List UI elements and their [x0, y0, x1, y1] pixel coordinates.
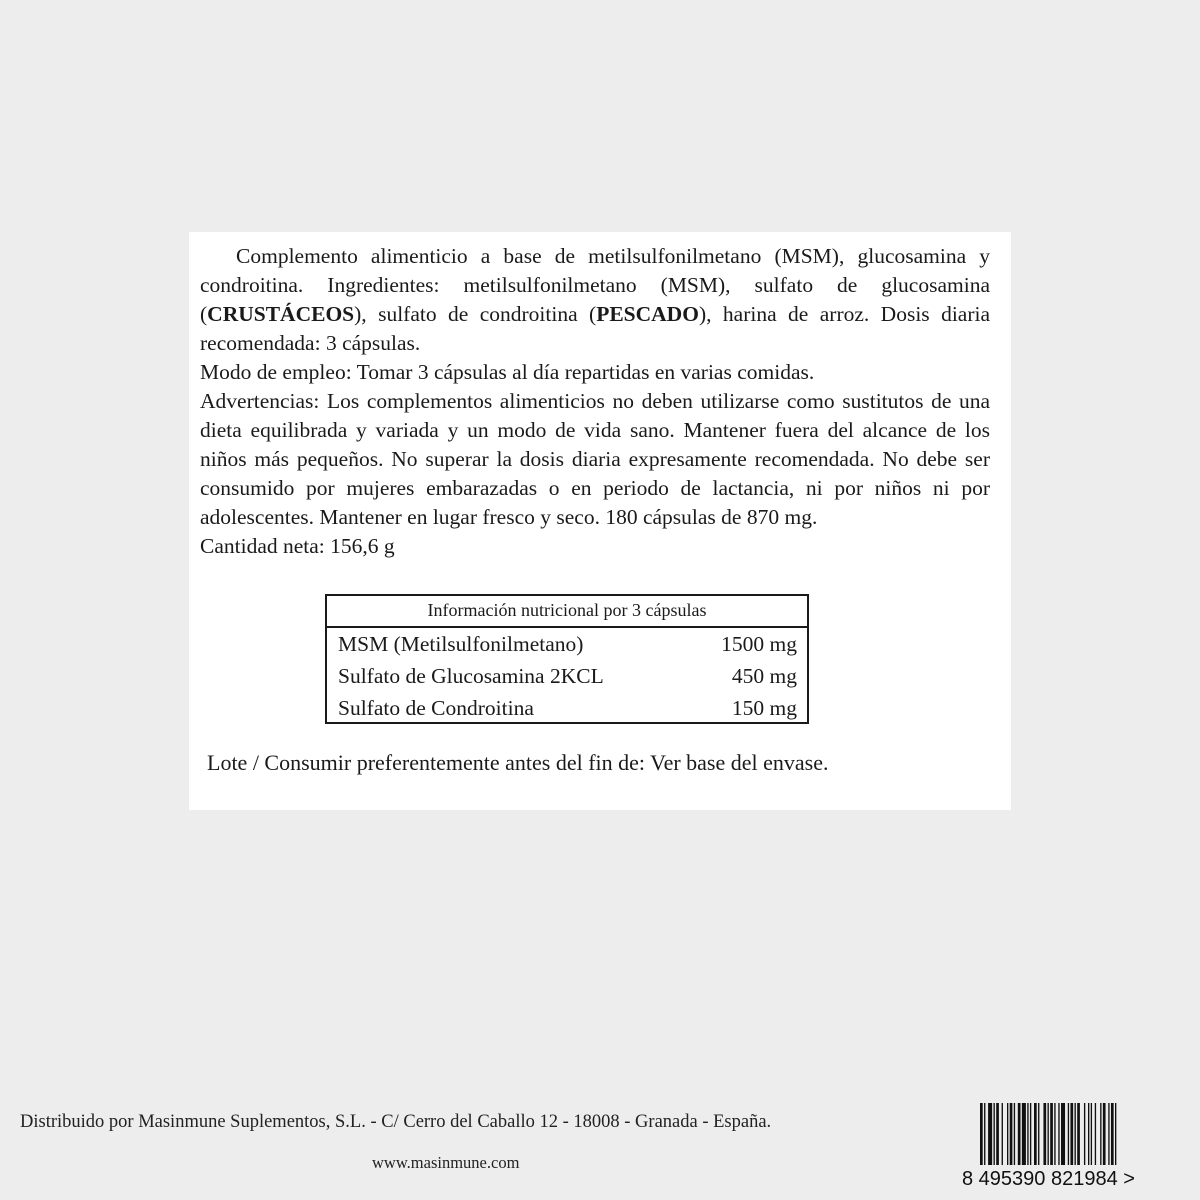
barcode-bar: [1084, 1103, 1085, 1165]
label-body-text: [200, 242, 990, 561]
composition-line-1: Complemento alimenticio a base de metilsulfonilmetano (MSM),: [236, 244, 845, 268]
barcode-bar: [1054, 1103, 1055, 1165]
composition-paragraph: [200, 242, 990, 358]
barcode-digits: 8 495390 821984 >: [962, 1168, 1135, 1190]
barcode-bar: [1115, 1103, 1116, 1165]
nutrition-row: [327, 660, 807, 692]
composition-line-2: glucosamina y condroitina. Ingredientes: metilsulfonilmetano (MSM),: [200, 244, 991, 297]
nutrient-name: MSM (Metilsulfonilmetano): [338, 632, 584, 656]
barcode-bar: [1030, 1103, 1031, 1165]
barcode-bar: [1058, 1103, 1059, 1165]
composition-line-4: harina de arroz. Dosis diaria recomendada: 3 cápsulas.: [200, 302, 991, 355]
website-link[interactable]: www.masinmune.com: [372, 1153, 520, 1172]
warnings: Advertencias: Los complementos alimenticios no deben utilizarse como sustitutos de una dieta equilibrada y variada y un modo de vida sano. Mantener fuera del alcance de los niños más pequeños. No superar la dosis diaria expresamente recomendada. No debe ser consumido por mujeres embarazadas o en periodo de lactancia, ni por niños ni por adolescentes. Mantener en lugar fresco y seco. 180 cápsulas de 870 mg.: [200, 389, 990, 529]
barcode-bar: [1088, 1103, 1089, 1165]
distributor-info: Distribuido por Masinmune Suplementos, S.L. - C/ Cerro del Caballo 12 - 18008 - Granada - España.: [20, 1112, 772, 1132]
product-label: [189, 232, 1011, 810]
barcode-bar: [1077, 1103, 1080, 1165]
barcode-bar: [1007, 1103, 1008, 1165]
batch-expiry-note: Lote / Consumir preferentemente antes del fin de: Ver base del envase.: [207, 750, 829, 775]
allergen-crustaceans: CRUSTÁCEOS: [207, 302, 355, 326]
barcode-bar: [994, 1103, 995, 1165]
barcode-bar: [1034, 1103, 1037, 1165]
nutrient-name: Sulfato de Glucosamina 2KCL: [338, 664, 604, 688]
barcode-bar: [1043, 1103, 1046, 1165]
allergen-fish: PESCADO: [596, 302, 699, 326]
nutrition-row: [327, 692, 807, 724]
barcode-bar: [1061, 1103, 1065, 1165]
barcode-bar: [1050, 1103, 1053, 1165]
net-quantity: Cantidad neta: 156,6 g: [200, 534, 395, 558]
nutrient-amount: 150 mg: [731, 696, 797, 720]
nutrient-name: Sulfato de Condroitina: [338, 696, 534, 720]
barcode-bar: [1002, 1103, 1003, 1165]
barcode-bar: [1038, 1103, 1039, 1165]
barcode-bar: [984, 1103, 985, 1165]
barcode-bar: [1014, 1103, 1015, 1165]
barcode-bar: [1103, 1103, 1106, 1165]
nutrition-table: [325, 594, 809, 724]
nutrition-row: [327, 628, 807, 660]
barcode-bar: [1070, 1103, 1073, 1165]
barcode-bar: [1095, 1103, 1096, 1165]
usage-instructions: Modo de empleo: Tomar 3 cápsulas al día repartidas en varias comidas.: [200, 360, 815, 384]
barcode-bar: [1068, 1103, 1069, 1165]
barcode-bar: [1010, 1103, 1013, 1165]
nutrient-amount: 450 mg: [731, 664, 797, 688]
ingredient-text: ),: [698, 302, 712, 326]
barcode-bar: [988, 1103, 992, 1165]
barcode-bar: [1027, 1103, 1028, 1165]
barcode-bar: [1022, 1103, 1026, 1165]
barcode-bar: [1091, 1103, 1092, 1165]
barcode-bar: [1018, 1103, 1021, 1165]
barcode-bar: [980, 1103, 983, 1165]
barcode-bar: [1075, 1103, 1076, 1165]
ingredient-text: sulfato de glucosamina (: [200, 273, 991, 326]
barcode-bar: [996, 1103, 999, 1165]
barcode-icon: [980, 1103, 1184, 1165]
barcode-bar: [1111, 1103, 1114, 1165]
nutrient-amount: 1500 mg: [721, 632, 797, 656]
ingredient-text: ), sulfato de condroitina (: [354, 302, 597, 326]
nutrition-table-header: Información nutricional por 3 cápsulas: [327, 596, 807, 628]
barcode-bar: [1108, 1103, 1109, 1165]
barcode-bar: [1100, 1103, 1101, 1165]
barcode-bar: [1048, 1103, 1049, 1165]
